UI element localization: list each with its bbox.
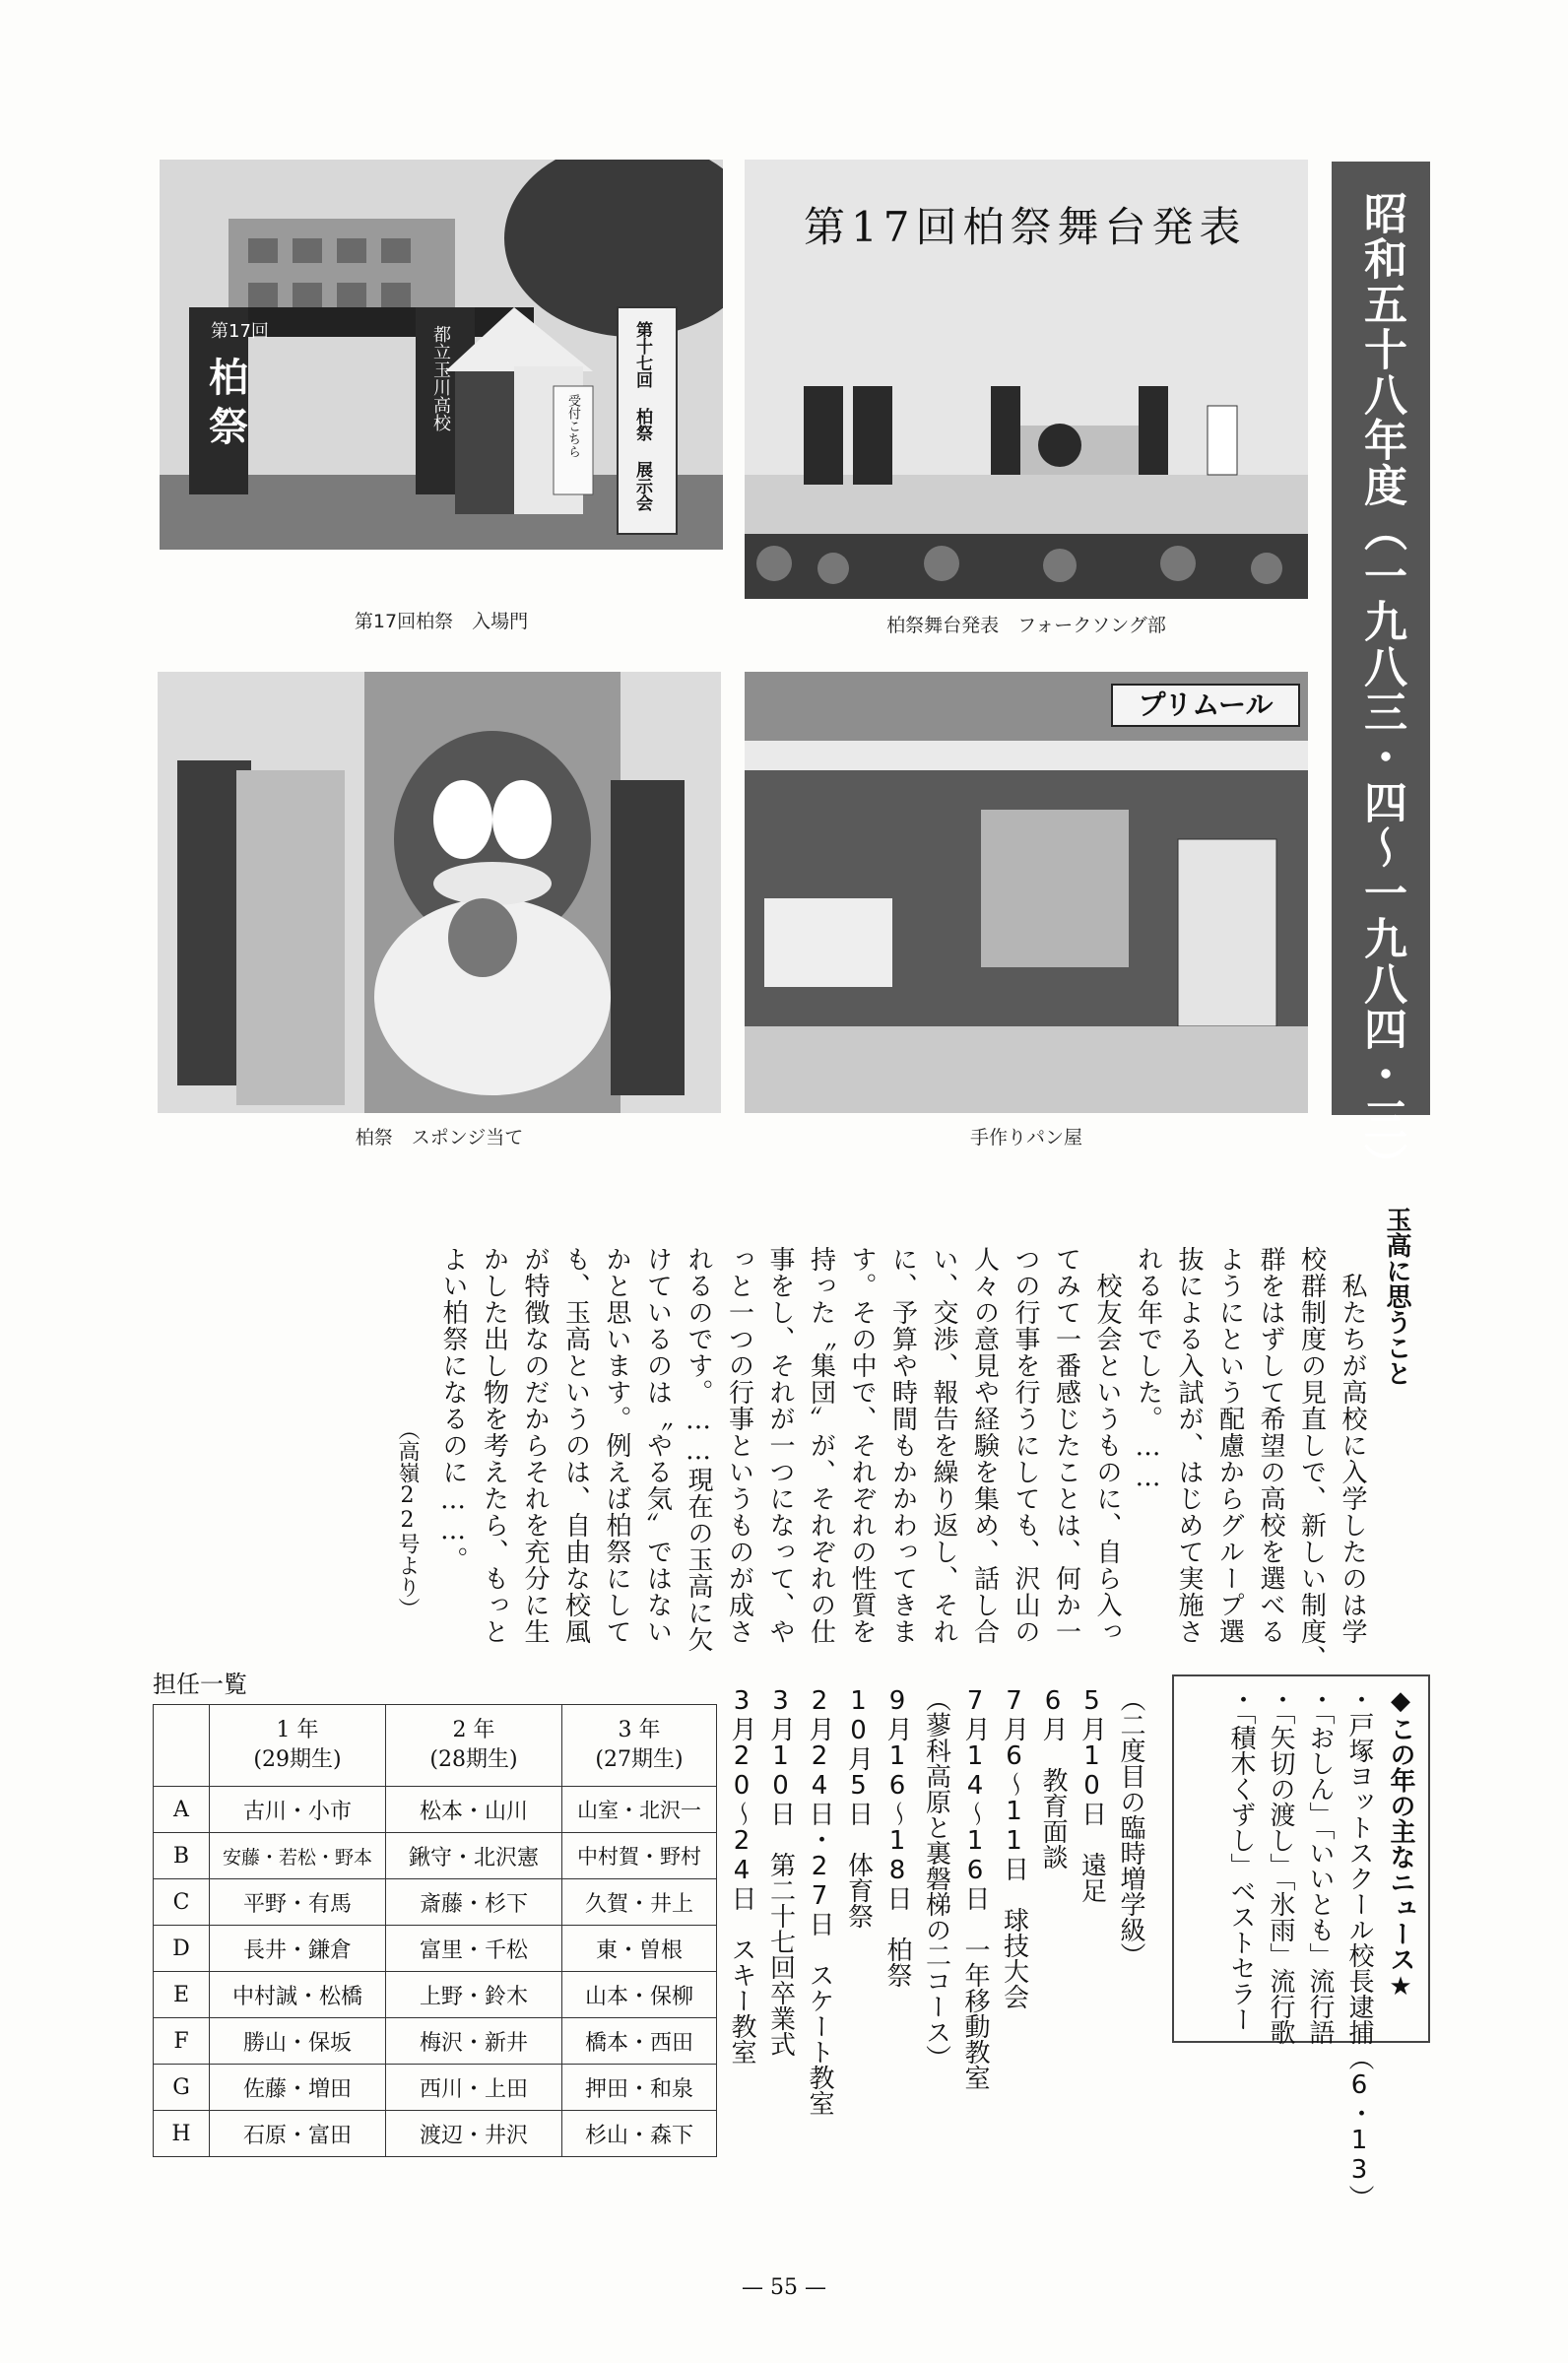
class-letter-cell: D [154,1926,210,1972]
essay-column: す。その中で、それぞれの性質を [847,1246,877,1645]
year-title: 昭和五十八年度（一九八三・四～一九八四・三） [1356,191,1406,1188]
essay-column: 私たちが高校に入学したのは学 [1338,1246,1367,1645]
event-item: 3月10日 第二十七回卒業式 [765,1686,796,2057]
header-cohort: (27期生) [595,1747,684,1772]
teacher-cell: 渡辺・井沢 [386,2111,562,2157]
event-item: 7月14～16日 一年移動教室 [960,1686,990,2090]
teacher-cell: 押田・和泉 [562,2065,717,2111]
class-letter-cell: F [154,2018,210,2065]
teacher-cell: 山本・保柳 [562,1972,717,2018]
gate-sign-kashiwa-2: 祭 [209,404,248,450]
essay-column: ようにという配慮からグループ選 [1214,1246,1245,1645]
gate-sign-school: 都立玉川高校 [430,325,451,431]
essay-source: （高嶺22号より） [395,1418,420,1619]
class-letter-cell: B [154,1833,210,1879]
event-item: （二度目の臨時増学級） [1116,1686,1145,1968]
essay-column: かと思います。例えば柏祭にして [602,1246,631,1645]
teacher-cell: 平野・有馬 [210,1879,386,1926]
essay-column: 抜による入試が、はじめて実施さ [1174,1246,1204,1645]
news-heading: ◆この年の主なニュース★ [1386,1686,1415,2002]
teacher-cell: 久賀・井上 [562,1879,717,1926]
event-item: 5月10日 遠足 [1077,1686,1107,1903]
homeroom-header-y2 [386,1705,562,1787]
page-number: — 55 — [742,2275,826,2300]
header-cohort: (28期生) [429,1747,518,1772]
table-row [154,1833,717,1879]
essay-column: けているのは〝やる気〟ではない [642,1246,673,1645]
event-item: 2月24日・27日 スケート教室 [805,1686,834,2116]
gate-sign-kashiwa-1: 柏 [209,355,248,401]
photo-sponge-throw-image [158,672,721,1113]
photo-entrance-gate-caption: 第17回柏祭 入場門 [354,611,529,632]
homeroom-header-y1 [210,1705,386,1787]
class-letter-cell: E [154,1972,210,2018]
gate-sign-reception: 受付こちら [565,394,580,458]
photo-sponge-throw-caption: 柏祭 スポンジ当て [355,1127,524,1149]
photo-bakery-image [745,672,1308,1113]
essay-column: てみて一番感じたことは、何か一 [1051,1246,1081,1645]
photo-entrance-gate [160,160,723,550]
teacher-cell: 古川・小市 [210,1787,386,1833]
table-row [154,1879,717,1926]
photo-bakery [745,672,1308,1113]
essay-column: 校群制度の見直しで、新しい制度、 [1296,1246,1327,1672]
news-item: ・「おしん」「いいとも」流行語 [1305,1686,1335,2045]
class-letter-cell: G [154,2065,210,2111]
class-letter-cell: A [154,1787,210,1833]
event-item: 3月20～24日 スキー教室 [727,1686,756,2065]
essay-column: 人々の意見や経験を集め、話し合 [969,1246,1000,1645]
teacher-cell: 松本・山川 [386,1787,562,1833]
bakery-shop-sign: プリムール [1111,684,1300,727]
table-row [154,1972,717,2018]
news-item: ・戸塚ヨットスクール校長逮捕（6・13） [1344,1686,1374,2210]
class-letter-cell: C [154,1879,210,1926]
teacher-cell: 長井・鎌倉 [210,1926,386,1972]
gate-sign-edition: 第17回 [211,321,269,342]
teacher-cell: 梅沢・新井 [386,2018,562,2065]
essay-column: っと一つの行事というものが成さ [724,1246,754,1645]
homeroom-title: 担任一覧 [153,1671,247,1698]
news-item: ・「矢切の渡し」「氷雨」流行歌 [1266,1686,1295,2045]
event-item: 9月16～18日 柏祭 [882,1686,912,1988]
essay-column: かした出し物を考えたら、もっと [479,1246,509,1645]
stage-banner: 第17回柏祭舞台発表 [804,203,1247,251]
essay-heading: 玉高に思うこと [1382,1207,1411,1386]
header-year: 1 年 [276,1718,319,1743]
essay-column: れる年でした。…… [1133,1246,1163,1493]
homeroom-table [153,1704,717,2157]
teacher-cell: 西川・上田 [386,2065,562,2111]
table-row [154,1787,717,1833]
teacher-cell: 安藤・若松・野本 [210,1833,386,1879]
teacher-cell: 東・曽根 [562,1926,717,1972]
gate-sign-exhibition: 第十七回 柏祭 展示会 [632,321,652,511]
essay-column: 持った〝集団〟が、それぞれの仕 [806,1246,836,1645]
event-item: 7月6～11日 球技大会 [999,1686,1029,2009]
teacher-cell: 中村賀・野村 [562,1833,717,1879]
event-item: （蓼科高原と裏磐梯の二コース） [921,1686,951,2070]
homeroom-table-body [154,1787,717,2157]
essay-column: 事をし、それが一つになって、や [765,1246,795,1645]
photo-bakery-caption: 手作りパン屋 [969,1127,1082,1149]
class-letter-cell: H [154,2111,210,2157]
essay-column: に、予算や時間もかかわってきま [887,1246,918,1645]
essay-column: 群をはずして希望の高校を選べる [1256,1246,1285,1645]
essay-column: も、玉高というのは、自由な校風 [560,1246,591,1645]
teacher-cell: 橋本・西田 [562,2018,717,2065]
homeroom-header-row [154,1705,717,1787]
teacher-cell: 杉山・森下 [562,2111,717,2157]
teacher-cell: 石原・富田 [210,2111,386,2157]
year-title-band [1332,162,1430,1188]
event-item: 10月5日 体育祭 [843,1686,874,1929]
essay-column: が特徴なのだからそれを充分に生 [520,1246,550,1645]
header-year: 3 年 [618,1718,661,1743]
teacher-cell: 中村誠・松橋 [210,1972,386,2018]
essay-column: れるのです。……現在の玉高に欠 [684,1246,713,1653]
photo-stage-performance-caption: 柏祭舞台発表 フォークソング部 [886,615,1166,636]
essay-column: よい柏祭になるのに……。 [438,1246,468,1573]
essay-column: い、交渉、報告を繰り返し、それ [929,1246,958,1645]
news-item: ・「積木くずし」ベストセラー [1226,1686,1256,2032]
table-row [154,2018,717,2065]
teacher-cell: 山室・北沢一 [562,1787,717,1833]
teacher-cell: 富里・千松 [386,1926,562,1972]
photo-sponge-throw [158,672,721,1113]
header-cohort: (29期生) [253,1747,342,1772]
photo-stage-performance [745,160,1308,599]
teacher-cell: 上野・鈴木 [386,1972,562,2018]
homeroom-corner-cell [154,1705,210,1787]
essay-column: 校友会というものに、自ら入っ [1092,1246,1122,1645]
event-item: 6月 教育面談 [1038,1686,1068,1870]
table-row [154,1926,717,1972]
table-row [154,2065,717,2111]
teacher-cell: 斎藤・杉下 [386,1879,562,1926]
teacher-cell: 佐藤・増田 [210,2065,386,2111]
homeroom-header-y3 [562,1705,717,1787]
table-row [154,2111,717,2157]
header-year: 2 年 [452,1718,495,1743]
essay-column: つの行事を行うにしても、沢山の [1011,1246,1040,1645]
teacher-cell: 勝山・保坂 [210,2018,386,2065]
teacher-cell: 鍬守・北沢憲 [386,1833,562,1879]
